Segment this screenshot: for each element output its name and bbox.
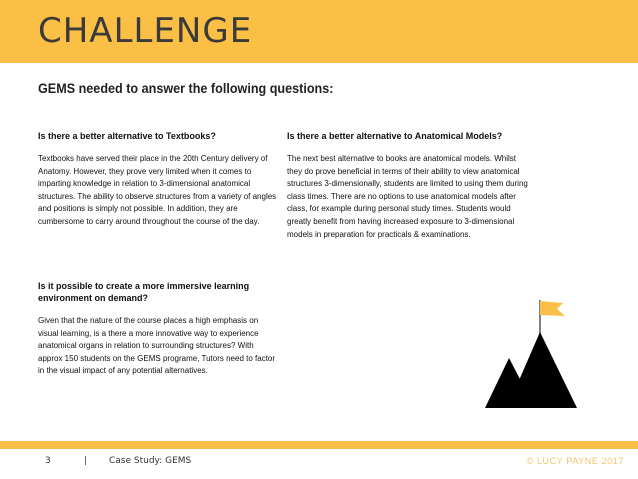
section-heading: Is there a better alternative to Anatomical Models? [287, 131, 503, 141]
flag [540, 301, 565, 316]
copyright-notice: © LUCY PAYNE 2017 [526, 456, 624, 466]
section-body: The next best alternative to books are anatomical models. Whilst they do prove beneficial in terms of their ability to view anatomical structures 3-dimensionally, students are limited to using them during class times. There are no options to use anatomical models after class, for example during personal study times. Students would greatly benefit from having increased exposure to 3-dimensional models in preparation for practicals & examinations. [287, 154, 528, 239]
mountain-flag-icon [485, 296, 595, 412]
footer-separator: | [84, 456, 88, 466]
page-subtitle: GEMS needed to answer the following questions: [38, 80, 334, 96]
section-immersive-learning [38, 280, 278, 378]
section-body: Textbooks have served their place in the 20th Century delivery of Anatomy. However, they prove very limited when it comes to imparting knowledge in relation to 3-dimensional anatomical structures. The ability to observe structures from a variety of angles and positions is simply not possible. In addition, they are cumbersome to carry around throughout the course of the day. [38, 154, 277, 226]
section-heading: Is there a better alternative to Textbooks? [38, 131, 216, 141]
page-title: CHALLENGE [38, 11, 253, 51]
section-anatomical-models [287, 130, 529, 241]
large-mountain [507, 332, 577, 408]
section-body: Given that the nature of the course places a high emphasis on visual learning, is a there a more innovative way to experience anatomical organs in relation to surrounding structures? With approx 150 students on the GEMS programe, Tutors need to factor in the visual impact of any potential alternatives. [38, 316, 276, 376]
case-study-label: Case Study: GEMS [109, 456, 192, 466]
header-band [0, 0, 638, 63]
section-heading: Is it possible to create a more immersive learning environment on demand? [38, 281, 250, 303]
page-number: 3 [45, 456, 51, 466]
section-textbooks [38, 130, 278, 229]
footer-band [0, 441, 638, 449]
